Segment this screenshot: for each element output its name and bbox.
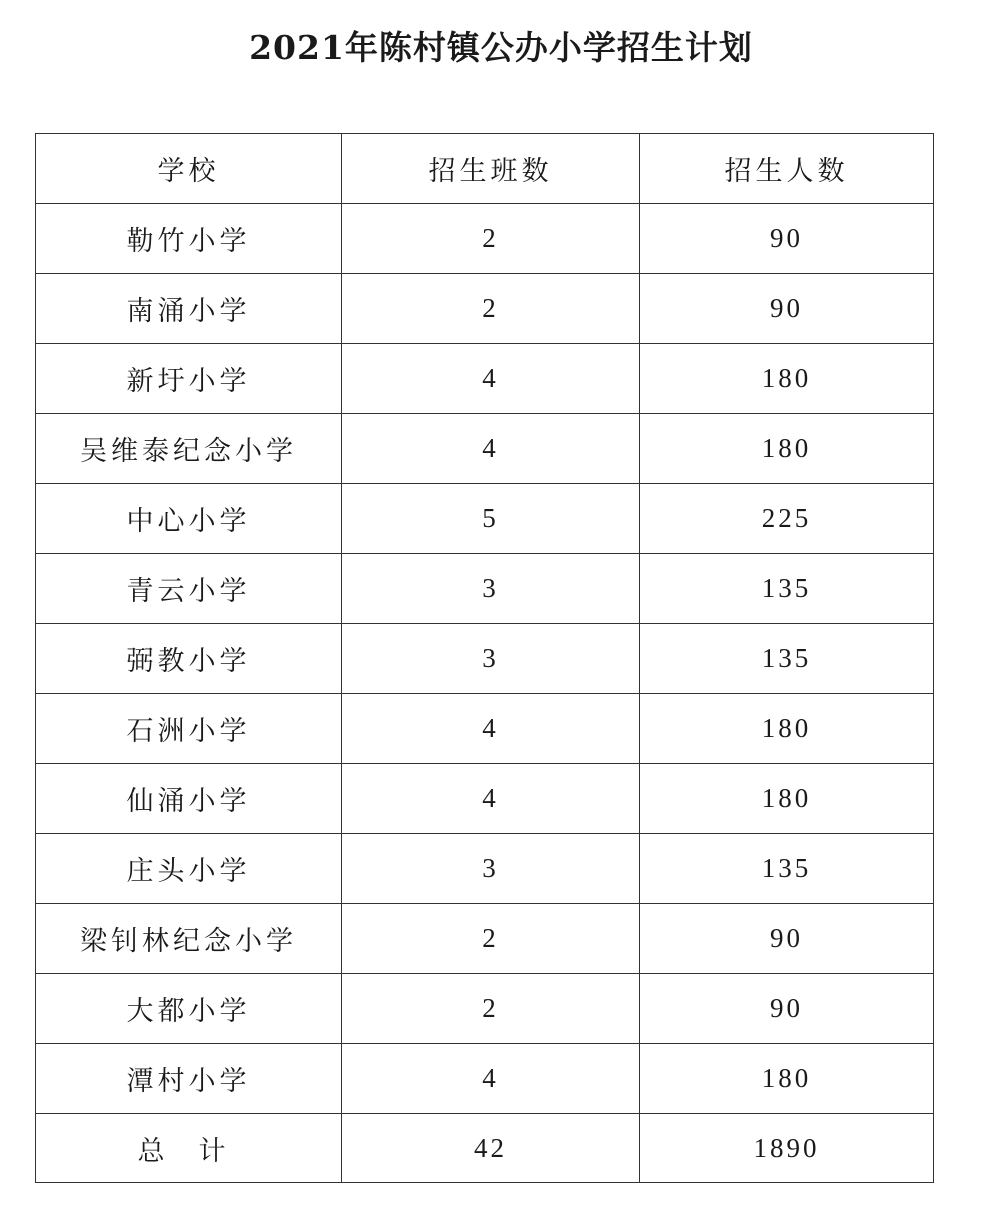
classes-cell: 2 xyxy=(342,204,640,274)
school-cell: 庄头小学 xyxy=(36,834,342,904)
classes-cell: 5 xyxy=(342,484,640,554)
table-row xyxy=(36,484,934,554)
classes-cell: 2 xyxy=(342,274,640,344)
total-row xyxy=(36,1114,934,1183)
table-row xyxy=(36,624,934,694)
school-cell: 新圩小学 xyxy=(36,344,342,414)
school-cell: 中心小学 xyxy=(36,484,342,554)
table-row xyxy=(36,834,934,904)
students-cell: 180 xyxy=(640,414,934,484)
school-cell: 青云小学 xyxy=(36,554,342,624)
table-row xyxy=(36,764,934,834)
total-students: 1890 xyxy=(640,1114,934,1183)
school-cell: 仙涌小学 xyxy=(36,764,342,834)
students-cell: 90 xyxy=(640,274,934,344)
classes-cell: 4 xyxy=(342,1044,640,1114)
classes-cell: 4 xyxy=(342,694,640,764)
table-row xyxy=(36,274,934,344)
school-cell: 潭村小学 xyxy=(36,1044,342,1114)
table-row xyxy=(36,344,934,414)
students-cell: 90 xyxy=(640,904,934,974)
total-label: 总计 xyxy=(36,1114,342,1183)
table-row xyxy=(36,694,934,764)
school-cell: 石洲小学 xyxy=(36,694,342,764)
header-classes: 招生班数 xyxy=(342,134,640,204)
school-cell: 大都小学 xyxy=(36,974,342,1044)
classes-cell: 3 xyxy=(342,554,640,624)
classes-cell: 2 xyxy=(342,904,640,974)
students-cell: 90 xyxy=(640,204,934,274)
table-row xyxy=(36,414,934,484)
school-cell: 弼教小学 xyxy=(36,624,342,694)
students-cell: 135 xyxy=(640,834,934,904)
table-row xyxy=(36,204,934,274)
classes-cell: 4 xyxy=(342,344,640,414)
students-cell: 225 xyxy=(640,484,934,554)
students-cell: 180 xyxy=(640,344,934,414)
header-school: 学校 xyxy=(36,134,342,204)
students-cell: 180 xyxy=(640,1044,934,1114)
school-cell: 梁钊林纪念小学 xyxy=(36,904,342,974)
table-row xyxy=(36,904,934,974)
header-students: 招生人数 xyxy=(640,134,934,204)
enrollment-table xyxy=(35,133,934,1183)
students-cell: 135 xyxy=(640,554,934,624)
classes-cell: 2 xyxy=(342,974,640,1044)
school-cell: 勒竹小学 xyxy=(36,204,342,274)
students-cell: 180 xyxy=(640,764,934,834)
table-header-row xyxy=(36,134,934,204)
school-cell: 南涌小学 xyxy=(36,274,342,344)
school-cell: 吴维泰纪念小学 xyxy=(36,414,342,484)
classes-cell: 3 xyxy=(342,624,640,694)
table-row xyxy=(36,974,934,1044)
classes-cell: 4 xyxy=(342,764,640,834)
students-cell: 180 xyxy=(640,694,934,764)
classes-cell: 3 xyxy=(342,834,640,904)
table-row xyxy=(36,554,934,624)
total-classes: 42 xyxy=(342,1114,640,1183)
classes-cell: 4 xyxy=(342,414,640,484)
students-cell: 90 xyxy=(640,974,934,1044)
table-body xyxy=(36,204,934,1183)
students-cell: 135 xyxy=(640,624,934,694)
page-title: 2021年陈村镇公办小学招生计划 xyxy=(249,28,753,67)
table-row xyxy=(36,1044,934,1114)
